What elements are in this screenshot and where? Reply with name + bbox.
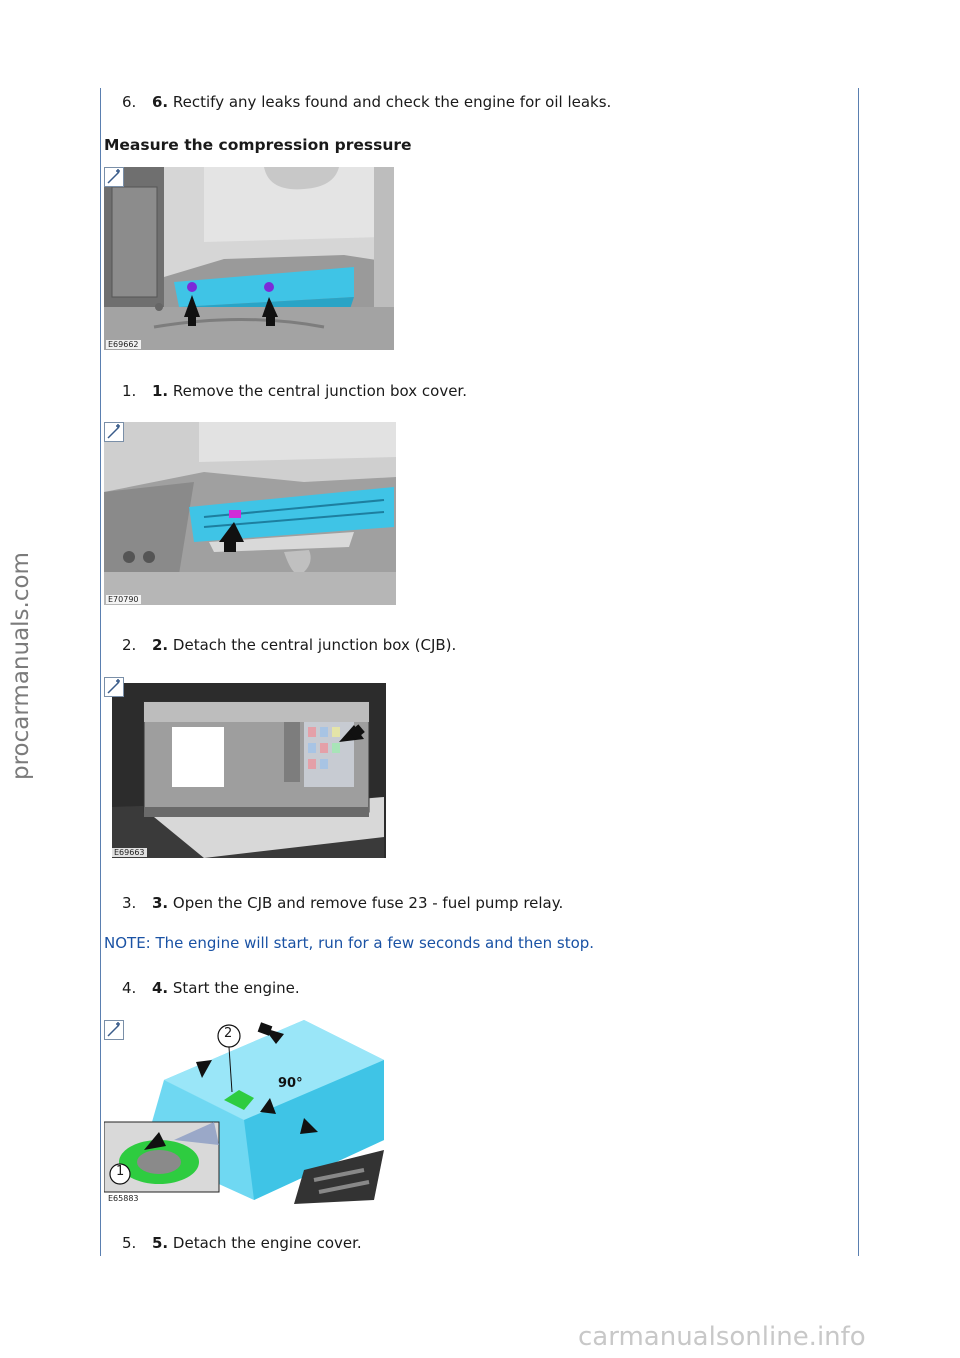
step-number: 1.	[122, 382, 137, 400]
side-watermark: procarmanuals.com	[8, 552, 34, 780]
left-margin-rule	[100, 88, 101, 1256]
angle-label: 90°	[278, 1076, 303, 1091]
zoom-icon[interactable]	[104, 422, 124, 442]
bottom-watermark: carmanualsonline.info	[578, 1322, 866, 1352]
step-2	[104, 635, 456, 655]
figure-e69662	[104, 167, 394, 350]
step-text: Detach the central junction box (CJB).	[168, 636, 457, 654]
step-bold-number: 6.	[152, 93, 169, 111]
figure-label: E69663	[114, 848, 145, 857]
step-bold-number: 5.	[152, 1234, 169, 1252]
callout-2: 2	[224, 1026, 233, 1041]
step-text: Open the CJB and remove fuse 23 - fuel pump relay.	[168, 894, 564, 912]
zoom-icon[interactable]	[104, 167, 124, 187]
right-margin-rule	[858, 88, 859, 1256]
step-text: Remove the central junction box cover.	[168, 382, 467, 400]
step-text: Detach the engine cover.	[168, 1234, 362, 1252]
figure-e69663	[104, 677, 386, 858]
step-bold-number: 2.	[152, 636, 169, 654]
callout-1: 1	[116, 1164, 125, 1179]
figure-e65883	[104, 1020, 394, 1204]
zoom-icon[interactable]	[104, 677, 124, 697]
figure-label: E65883	[108, 1194, 139, 1203]
step-text: Rectify any leaks found and check the engine for oil leaks.	[168, 93, 612, 111]
step-6	[104, 92, 611, 112]
step-number: 3.	[122, 894, 137, 912]
step-4	[104, 978, 300, 998]
step-bold-number: 1.	[152, 382, 169, 400]
step-text: Start the engine.	[168, 979, 300, 997]
figure-label: E70790	[108, 595, 139, 604]
zoom-icon[interactable]	[104, 1020, 124, 1040]
step-1	[104, 381, 467, 401]
step-bold-number: 4.	[152, 979, 169, 997]
step-number: 2.	[122, 636, 137, 654]
step-5	[104, 1233, 362, 1253]
step-3	[104, 893, 563, 913]
figure-label: E69662	[108, 340, 139, 349]
step-number: 6.	[122, 93, 137, 111]
step-number: 4.	[122, 979, 137, 997]
figure-e70790	[104, 422, 396, 605]
section-heading: Measure the compression pressure	[104, 136, 412, 154]
note-text: NOTE: The engine will start, run for a few seconds and then stop.	[104, 934, 595, 952]
step-number: 5.	[122, 1234, 137, 1252]
step-bold-number: 3.	[152, 894, 169, 912]
